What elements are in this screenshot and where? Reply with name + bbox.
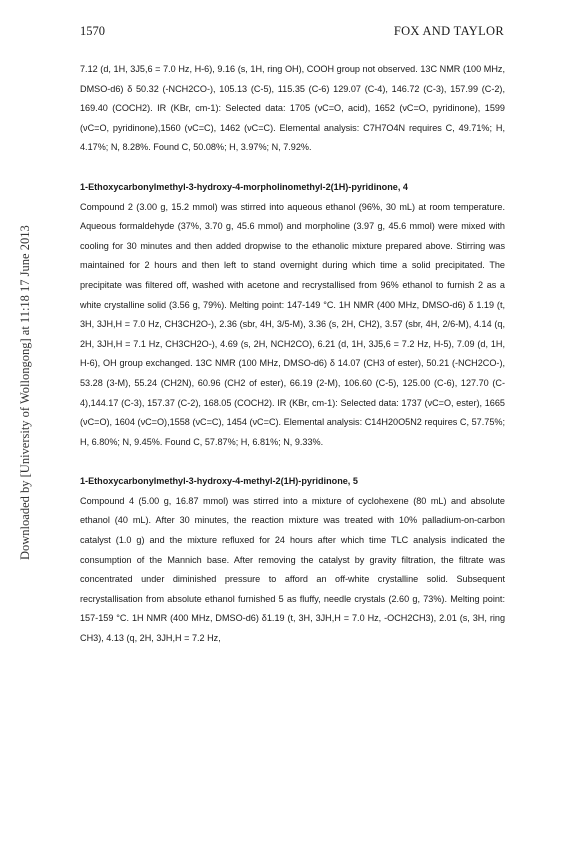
heading-compound-5: 1-Ethoxycarbonylmethyl-3-hydroxy-4-methyl-2(1H)-pyridinone, 5 [80,476,358,487]
paragraph-compound-3-data: 7.12 (d, 1H, 3J5,6 = 7.0 Hz, H-6), 9.16 (s, 1H, ring OH), COOH group not observed. 13C NMR (100 MHz, DMSO-d6) δ 50.32 (-NCH2CO-), 105.13 (C-5), 115.35 (C-6) 129.07 (C-4), 146.72 (C-3), 157.99 (C-2), 169.40 (COCH2). IR (KBr, cm-1): Selected data: 1705 (νC=O, acid), 1652 (νC=O, pyridinone), 1599 (νC=O, pyridinone),1560 (νC=C), 1462 (νC=C). Elemental analysis: C7H7O4N requires C, 49.71%; H, 4.17%; N, 8.28%. Found C, 50.08%; H, 3.97%; N, 7.92%. [80,64,505,153]
article-body [80,60,505,649]
heading-compound-4: 1-Ethoxycarbonylmethyl-3-hydroxy-4-morpholinomethyl-2(1H)-pyridinone, 4 [80,181,408,192]
paragraph-compound-4-procedure: Compound 2 (3.00 g, 15.2 mmol) was stirred into aqueous ethanol (96%, 30 mL) at room temperature. Aqueous formaldehyde (37%, 3.70 g, 45.6 mmol) and morpholine (3.97 g, 45.6 mmol) were mixed with cooling for 30 minutes and then added dropwise to the ethanolic mixture prepared above. Stirring was maintained for 2 hours and then left to stand overnight during which time a solid precipitated. The precipitate was filtered off, washed with acetone and recrystallised from 96% ethanol to furnish 2 as a white crystalline solid (3.56 g, 79%). Melting point: 147-149 °C. 1H NMR (400 MHz, DMSO-d6) δ 1.19 (t, 3H, 3JH,H = 7.0 Hz, CH3CH2O-), 2.36 (sbr, 4H, 3/5-M), 3.36 (s, 2H, CH2), 3.57 (sbr, 4H, 2/6-M), 4.14 (q, 2H, 3JH,H = 7.1 Hz, CH3CH2O-), 4.69 (s, 2H, NCH2CO), 6.21 (d, 1H, 3J5,6 = 7.2 Hz, H-5), 7.09 (d, 1H, H-6), OH group exchanged. 13C NMR (100 MHz, DMSO-d6) δ 14.07 (CH3 of ester), 50.21 (-NCH2CO-), 53.28 (3-M), 55.24 (CH2N), 60.96 (CH2 of ester), 66.19 (2-M), 106.60 (C-5), 125.00 (C-6), 127.70 (C-4),144.17 (C-3), 157.37 (C-2), 168.05 (COCH2). IR (KBr, cm-1): Selected data: 1737 (νC=O, ester), 1665 (νC=O), 1604 (νC=O),1558 (νC=C), 1454 (νC=C). Elemental analysis: C14H20O5N2 requires C, 57.75%; H, 6.80%; N, 9.45%. Found C, 57.87%; H, 6.81%; N, 9.33%. [80,201,505,447]
running-head: FOX AND TAYLOR [393,24,504,38]
paragraph-compound-5-procedure: Compound 4 (5.00 g, 16.87 mmol) was stirred into a mixture of cyclohexene (80 mL) and absolute ethanol (40 mL). After 30 minutes, the reaction mixture was treated with 10% palladium-on-carbon catalyst (1.0 g) and the mixture refluxed for 24 hours after which time TLC analysis indicated the consumption of the Mannich base. After removing the catalyst by gravity filtration, the filtrate was concentrated under diminished pressure to afford an off-white crystalline solid. Subsequent recrystallisation from absolute ethanol furnished 5 as fluffy, needle crystals (2.60 g, 73%). Melting point: 157-159 °C. 1H NMR (400 MHz, DMSO-d6) δ1.19 (t, 3H, 3JH,H = 7.0 Hz, -OCH2CH3), 2.01 (s, 3H, ring CH3), 4.13 (q, 2H, 3JH,H = 7.2 Hz, [80,495,505,644]
page-number: 1570 [80,24,105,38]
download-watermark: Downloaded by [University of Wollongong] at 11:18 17 June 2013 [18,225,32,560]
